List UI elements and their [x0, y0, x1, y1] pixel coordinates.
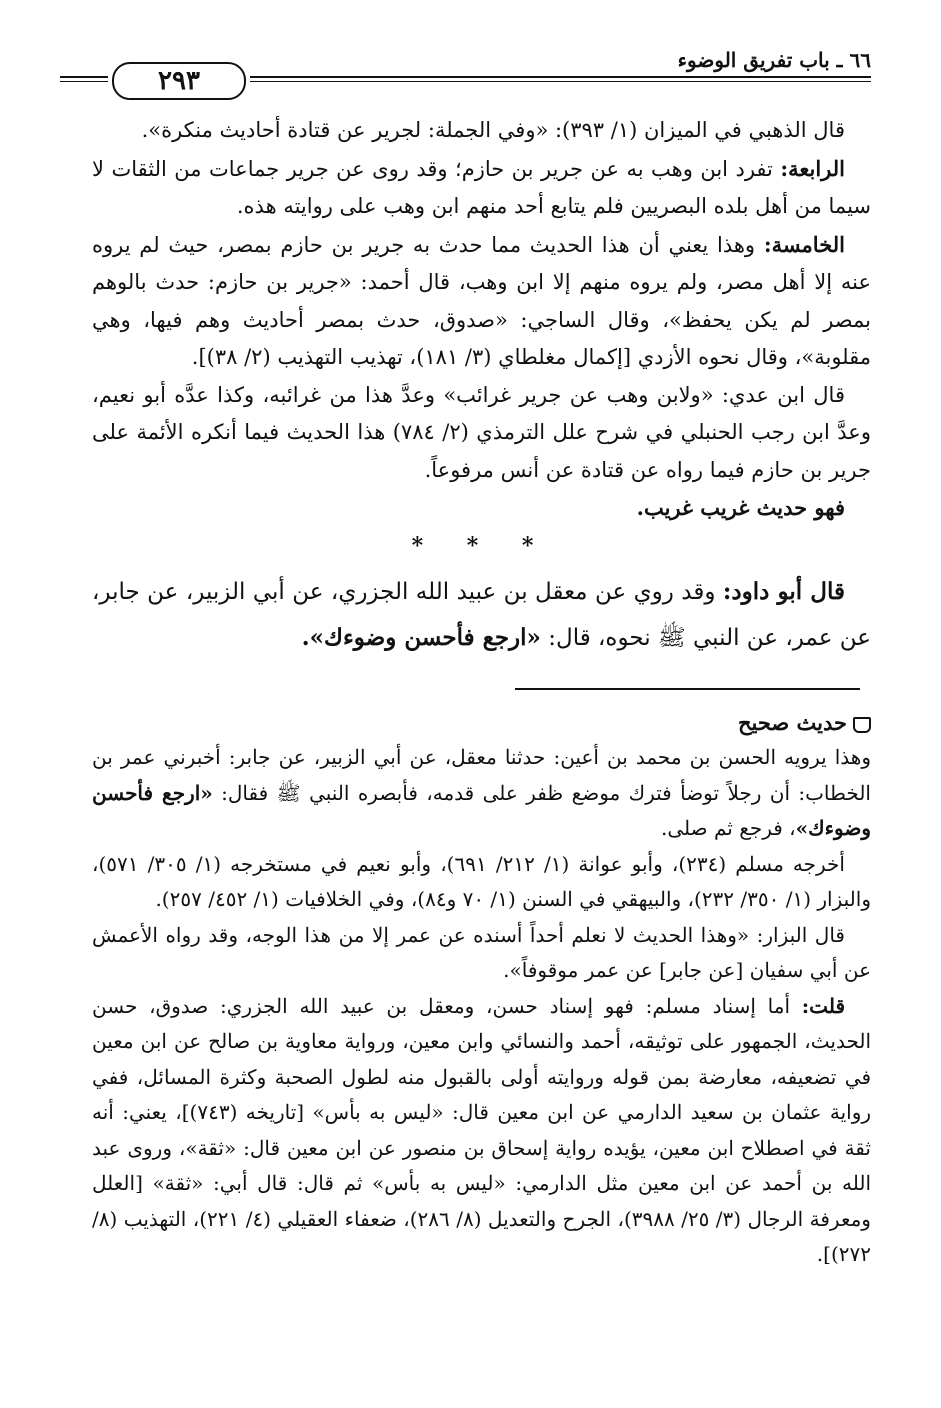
- paragraph-6: [92, 569, 871, 661]
- note-4: [92, 989, 871, 1273]
- note-1-quote: «ارجع فأحسن وضوءك»: [92, 780, 871, 840]
- paragraph-1: قال الذهبي في الميزان (١/ ٣٩٣): «وفي الجملة: لجرير عن قتادة أحاديث منكرة».: [141, 118, 845, 142]
- note-1: وهذا يرويه الحسن بن محمد بن أعين: حدثنا معقل، عن أبي الزبير، عن جابر: أخبرني عمر بن الخطاب: أن رجلاً توضأ فترك موضع ظفر على قدمه، فأبصره النبي ﷺ فقال: «ارجع فأحسن وضوءك»، فرجع ثم صلى.: [92, 745, 871, 840]
- note-4-label: قلت:: [801, 993, 845, 1018]
- note-3: قال البزار: «وهذا الحديث لا نعلم أحداً أسنده عن عمر إلا من هذا الوجه، وقد رواه الأعمش عن أبي سفيان [عن جابر] عن عمر موقوفاً».: [92, 922, 871, 982]
- page-number: ٢٩٣: [112, 62, 246, 100]
- paragraph-6-label: قال أبو داود:: [722, 577, 845, 605]
- paragraph-2: [92, 150, 871, 226]
- main-text: [92, 112, 871, 661]
- note-4-text: أما إسناد مسلم: فهو إسناد حسن، ومعقل بن عبيد الله الجزري: صدوق، حسن الحديث، الجمهور على توثيقه، أحمد والنسائي وابن معين، ورواية معاوية بن صالح عن ابن معين في تضعيفه، معارضة بمن قوله وروايته أولى بالقبول منه لطول الصحبة وكثرة المسائل، ففي رواية عثمان بن سعيد الدارمي عن ابن معين قال: «ليس به بأس» [تاريخه (٧٤٣)]، يعني: أنه ثقة في اصطلاح ابن معين، يؤيده رواية إسحاق بن منصور عن ابن معين قال: «ثقة»، وروى عبد الله بن أحمد عن ابن معين مثل الدارمي: «ليس به بأس» ثم قال: قال أبي: «ثقة» [العلل ومعرفة الرجال (٣/ ٢٥/ ٣٩٨٨)، الجرح والتعديل (٨/ ٢٨٦)، ضعفاء العقيلي (٤/ ٢٢١)، التهذيب (٨/ ٢٧٢)].: [92, 993, 872, 1266]
- footnote-divider: [515, 688, 860, 690]
- section-heading: حديث صحيح: [92, 706, 871, 740]
- paragraph-6-text: وقد روي عن معقل بن عبيد الله الجزري، عن أبي الزبير، عن جابر، عن عمر، عن النبي ﷺ نحوه، قال:: [92, 578, 871, 651]
- paragraph-2-label: الرابعة:: [780, 155, 845, 181]
- ornament-icon: [853, 717, 871, 733]
- header-rule: [250, 76, 871, 78]
- paragraph-3-text: وهذا يعني أن هذا الحديث مما حدث به جرير بن حازم بمصر، حيث لم يروه عنه إلا أهل مصر، ولم يروه منهم إلا ابن وهب، قال أحمد: «جرير بن حازم: حدث بالوهم بمصر لم يكن يحفظ»، وقال الساجي: «صدوق، حدث بمصر أحاديث وهم فيها، وهي مقلوبة»، وقال نحوه الأزدي [إكمال مغلطاي (٣/ ١٨١)، تهذيب التهذيب (٢/ ٣٨)].: [92, 232, 871, 369]
- page-header: [60, 44, 871, 104]
- header-rule-left: [60, 76, 108, 78]
- paragraph-4: قال ابن عدي: «ولابن وهب عن جرير غرائب» وعدَّ هذا من غرائبه، وكذا عدَّه أبو نعيم، وعدَّ ابن رجب الحنبلي في شرح علل الترمذي (٢/ ٧٨٤) هذا الحديث فيما أنكره الأئمة على جرير بن حازم فيما رواه عن قتادة عن أنس مرفوعاً.: [92, 382, 871, 482]
- commentary-section: [92, 706, 871, 1273]
- note-2: أخرجه مسلم (٢٣٤)، وأبو عوانة (١/ ٢١٢/ ٦٩١)، وأبو نعيم في مستخرجه (١/ ٣٠٥/ ٥٧١)، والبزار (١/ ٣٥٠/ ٢٣٢)، والبيهقي في السنن (١/ ٧٠ و٨٤)، وفي الخلافيات (١/ ٤٥٢/ ٢٥٧).: [92, 851, 871, 911]
- paragraph-5: فهو حديث غريب غريب.: [636, 495, 845, 520]
- paragraph-2-text: تفرد ابن وهب به عن جرير بن حازم؛ وقد روى عن جرير جماعات من الثقات لا سيما من أهل بلده البصريين فلم يتابع أحد منهم ابن وهب على روايته هذه.: [92, 156, 871, 218]
- paragraph-3: [92, 226, 871, 377]
- paragraph-6-quote: «ارجع فأحسن وضوءك».: [301, 623, 541, 651]
- chapter-title: ٦٦ ـ باب تفريق الوضوء: [677, 48, 871, 72]
- paragraph-3-label: الخامسة:: [763, 231, 845, 257]
- section-separator: * * *: [411, 532, 552, 559]
